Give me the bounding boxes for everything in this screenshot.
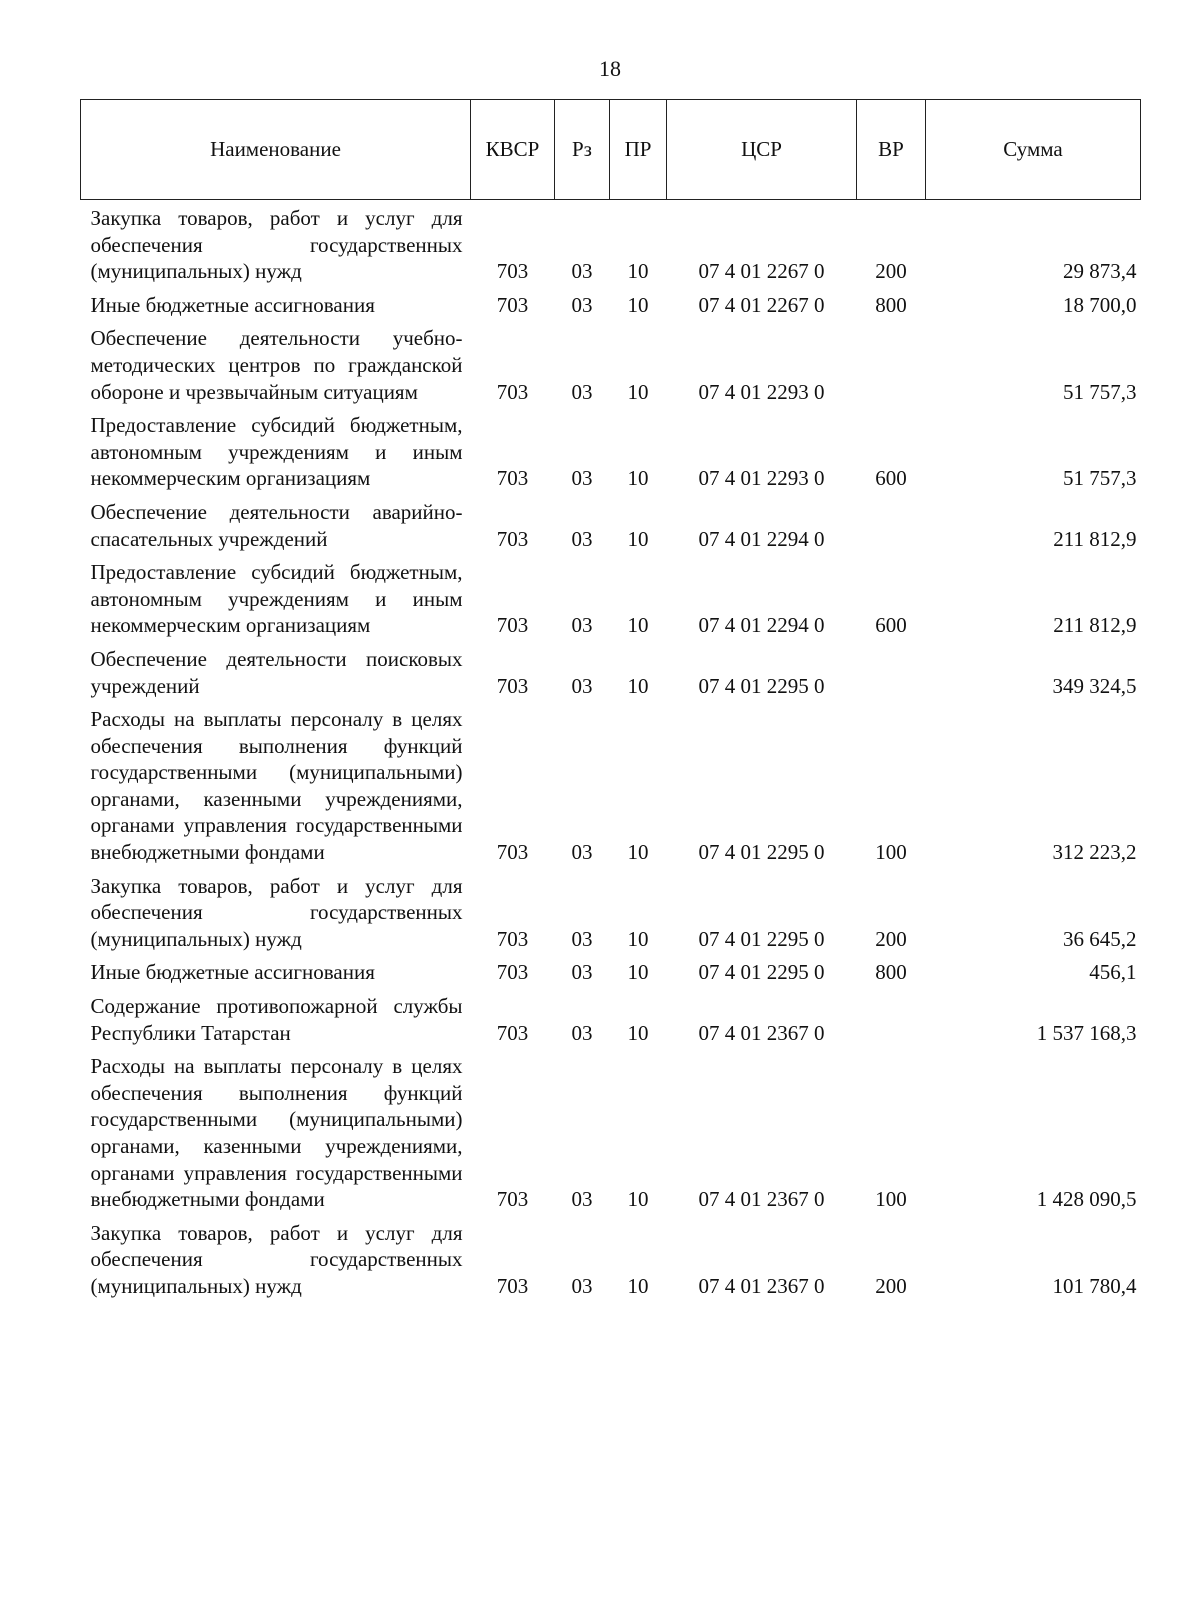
cell-vr: 600 (875, 466, 907, 491)
cell-csr: 07 4 01 2267 0 (698, 292, 825, 317)
cell-name: Обеспечение деятельности аварийно-спасательных учреждений (90, 499, 463, 551)
cell-pr: 10 (627, 840, 649, 865)
table-row (81, 954, 1141, 988)
cell-kvsr: 703 (496, 960, 529, 985)
cell-sum: 349 324,5 (1052, 673, 1137, 698)
cell-rz: 03 (571, 1273, 593, 1298)
cell-pr: 10 (627, 1273, 649, 1298)
header-rz: Рз (555, 100, 610, 200)
cell-name: Иные бюджетные ассигнования (90, 292, 375, 317)
cell-csr: 07 4 01 2293 0 (698, 379, 825, 404)
cell-vr: 600 (875, 613, 907, 638)
cell-rz: 03 (571, 673, 593, 698)
header-kvsr: КВСР (471, 100, 555, 200)
table-row (81, 701, 1141, 868)
cell-sum: 29 873,4 (1063, 259, 1137, 284)
header-name: Наименование (81, 100, 471, 200)
cell-pr: 10 (627, 292, 649, 317)
cell-rz: 03 (571, 526, 593, 551)
header-csr: ЦСР (667, 100, 857, 200)
cell-csr: 07 4 01 2295 0 (698, 960, 825, 985)
cell-vr: 800 (875, 292, 907, 317)
cell-vr: 800 (875, 960, 907, 985)
cell-name: Предоставление субсидий бюджетным, автономным учреждениям и иным некоммерческим организациям (90, 413, 463, 491)
cell-rz: 03 (571, 292, 593, 317)
table-row (81, 1048, 1141, 1215)
table-row (81, 200, 1141, 287)
cell-csr: 07 4 01 2367 0 (698, 1020, 825, 1045)
cell-csr: 07 4 01 2367 0 (698, 1187, 825, 1212)
table-row (81, 641, 1141, 701)
cell-name: Расходы на выплаты персоналу в целях обеспечения выполнения функций государственными (муниципальными) органами, казенными учреждениями, органами управления государственными внебюджетными фондами (90, 1054, 463, 1212)
cell-pr: 10 (627, 673, 649, 698)
table-row (81, 407, 1141, 494)
cell-kvsr: 703 (496, 1273, 529, 1298)
cell-vr (857, 320, 926, 407)
header-vr: ВР (857, 100, 926, 200)
cell-rz: 03 (571, 1020, 593, 1045)
budget-table (80, 99, 1141, 1302)
cell-kvsr: 703 (496, 1020, 529, 1045)
cell-pr: 10 (627, 526, 649, 551)
cell-kvsr: 703 (496, 613, 529, 638)
cell-rz: 03 (571, 613, 593, 638)
cell-csr: 07 4 01 2294 0 (698, 613, 825, 638)
cell-pr: 10 (627, 466, 649, 491)
cell-rz: 03 (571, 840, 593, 865)
cell-csr: 07 4 01 2267 0 (698, 259, 825, 284)
cell-csr: 07 4 01 2294 0 (698, 526, 825, 551)
cell-name: Иные бюджетные ассигнования (90, 960, 375, 985)
cell-sum: 51 757,3 (1063, 379, 1137, 404)
cell-rz: 03 (571, 379, 593, 404)
cell-name: Предоставление субсидий бюджетным, автономным учреждениям и иным некоммерческим организациям (90, 560, 463, 638)
cell-sum: 36 645,2 (1063, 926, 1137, 951)
table-row (81, 868, 1141, 955)
cell-kvsr: 703 (496, 292, 529, 317)
cell-kvsr: 703 (496, 379, 529, 404)
header-sum: Сумма (926, 100, 1141, 200)
cell-pr: 10 (627, 960, 649, 985)
cell-kvsr: 703 (496, 840, 529, 865)
cell-rz: 03 (571, 926, 593, 951)
cell-sum: 1 537 168,3 (1036, 1020, 1137, 1045)
cell-sum: 211 812,9 (1053, 613, 1137, 638)
cell-vr: 200 (875, 926, 907, 951)
cell-vr (857, 641, 926, 701)
cell-vr: 200 (875, 1273, 907, 1298)
cell-sum: 18 700,0 (1063, 292, 1137, 317)
cell-pr: 10 (627, 613, 649, 638)
cell-sum: 211 812,9 (1053, 526, 1137, 551)
cell-sum: 312 223,2 (1052, 840, 1137, 865)
cell-csr: 07 4 01 2293 0 (698, 466, 825, 491)
cell-name: Содержание противопожарной службы Республики Татарстан (90, 994, 463, 1045)
cell-csr: 07 4 01 2295 0 (698, 840, 825, 865)
cell-csr: 07 4 01 2295 0 (698, 926, 825, 951)
cell-sum: 101 780,4 (1052, 1273, 1137, 1298)
cell-kvsr: 703 (496, 526, 529, 551)
cell-name: Закупка товаров, работ и услуг для обеспечения государственных (муниципальных) нужд (90, 873, 463, 951)
header-pr: ПР (610, 100, 667, 200)
cell-vr (857, 988, 926, 1048)
cell-rz: 03 (571, 1187, 593, 1212)
cell-kvsr: 703 (496, 259, 529, 284)
cell-vr: 200 (875, 259, 907, 284)
cell-vr: 100 (875, 840, 907, 865)
cell-pr: 10 (627, 379, 649, 404)
cell-kvsr: 703 (496, 926, 529, 951)
table-row (81, 287, 1141, 321)
cell-pr: 10 (627, 1187, 649, 1212)
table-row (81, 554, 1141, 641)
cell-sum: 51 757,3 (1063, 466, 1137, 491)
cell-csr: 07 4 01 2295 0 (698, 673, 825, 698)
cell-name: Обеспечение деятельности учебно-методических центров по гражданской обороне и чрезвычайным ситуациям (90, 326, 463, 404)
cell-name: Закупка товаров, работ и услуг для обеспечения государственных (муниципальных) нужд (90, 1220, 463, 1298)
cell-pr: 10 (627, 259, 649, 284)
cell-rz: 03 (571, 259, 593, 284)
cell-vr (857, 494, 926, 554)
cell-name: Закупка товаров, работ и услуг для обеспечения государственных (муниципальных) нужд (90, 206, 463, 284)
table-row (81, 1215, 1141, 1302)
table-row (81, 988, 1141, 1048)
page-number: 18 (599, 56, 621, 81)
cell-name: Расходы на выплаты персоналу в целях обеспечения выполнения функций государственными (муниципальными) органами, казенными учреждениями, органами управления государственными внебюджетными фондами (90, 707, 463, 865)
cell-sum: 1 428 090,5 (1036, 1187, 1137, 1212)
cell-rz: 03 (571, 960, 593, 985)
cell-csr: 07 4 01 2367 0 (698, 1273, 825, 1298)
cell-rz: 03 (571, 466, 593, 491)
table-row (81, 320, 1141, 407)
cell-vr: 100 (875, 1187, 907, 1212)
cell-sum: 456,1 (1089, 960, 1137, 985)
cell-kvsr: 703 (496, 673, 529, 698)
cell-kvsr: 703 (496, 466, 529, 491)
cell-pr: 10 (627, 926, 649, 951)
table-header-row (81, 100, 1141, 200)
cell-name: Обеспечение деятельности поисковых учреждений (90, 646, 463, 698)
table-row (81, 494, 1141, 554)
cell-pr: 10 (627, 1020, 649, 1045)
cell-kvsr: 703 (496, 1187, 529, 1212)
